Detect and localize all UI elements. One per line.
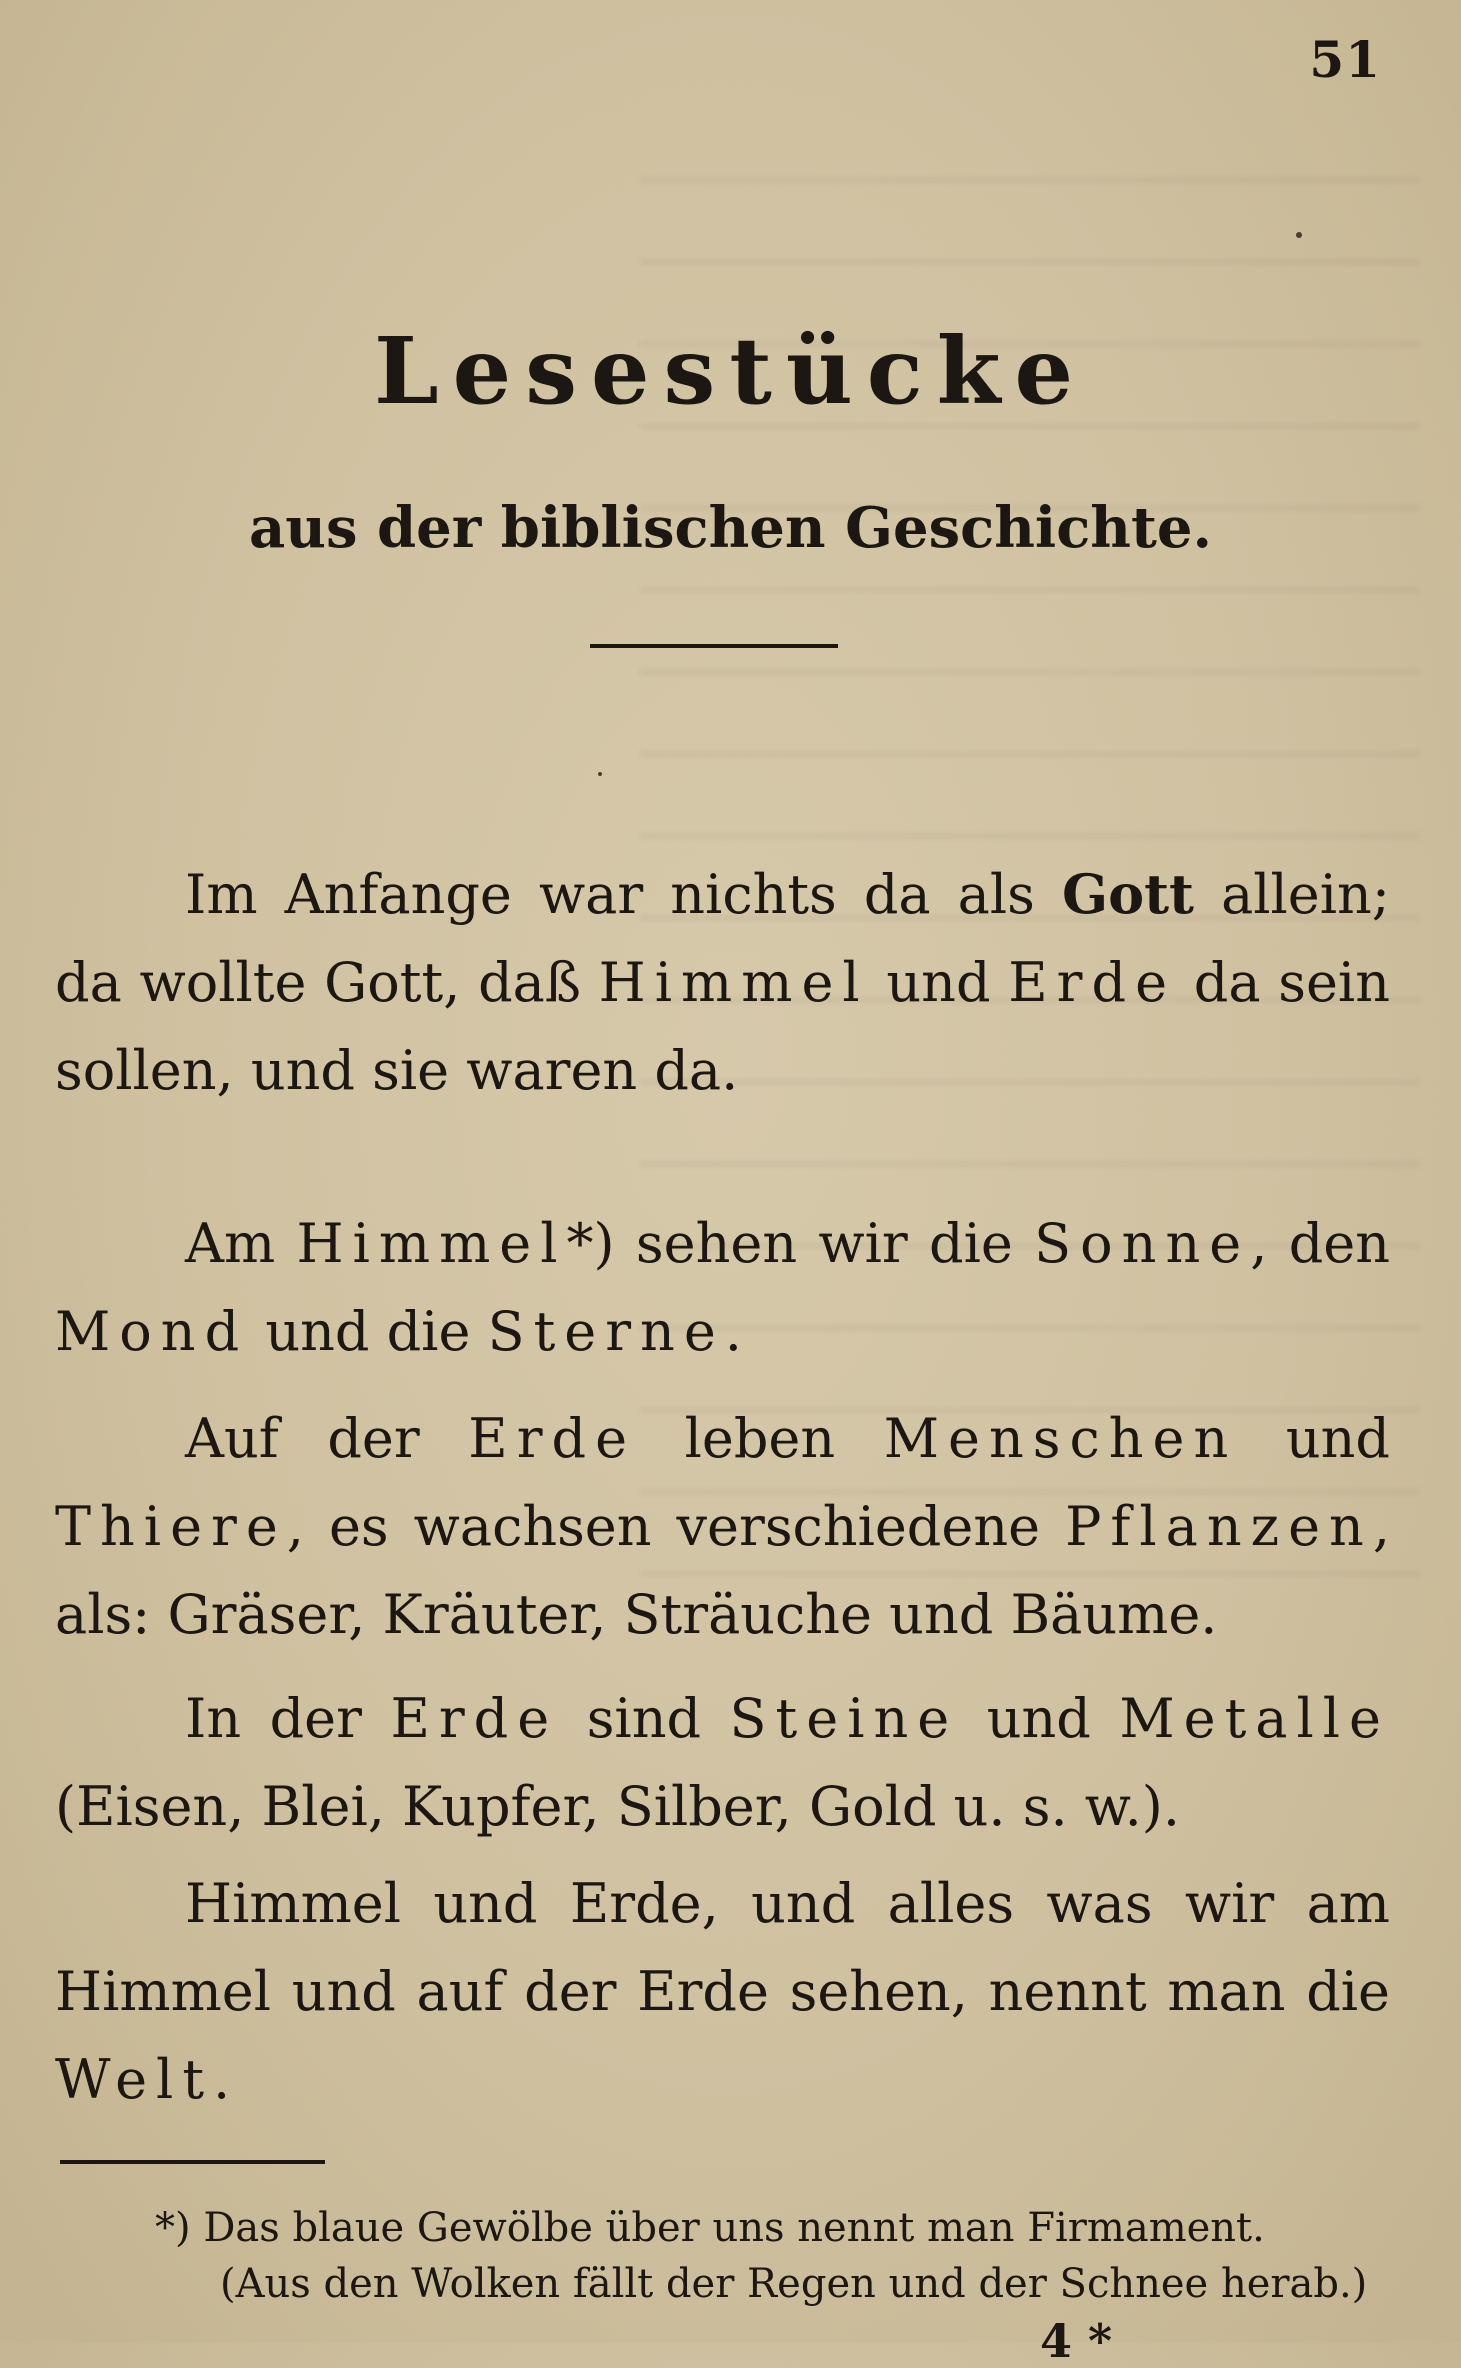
spaced-word: Menschen [883,1407,1238,1470]
paragraph-text: leben [636,1407,884,1470]
paragraph-text: allein; da wollte Gott, daß [55,863,1391,1014]
paragraph-text: Am [185,1212,297,1275]
paragraph-5 [55,1860,1390,2124]
paragraph-text: Himmel und Erde, und alles was wir am Himmel und auf der Erde sehen, nennt man die [55,1872,1390,2023]
spaced-word: Mond [55,1300,249,1363]
ink-speck [598,772,602,776]
paragraph-text: und [1237,1407,1390,1470]
spaced-word: Thiere [55,1495,287,1558]
footnote-divider [60,2160,325,2164]
paragraph-text: *) sehen wir die [566,1212,1035,1275]
ink-speck [1296,232,1302,238]
spaced-word: Erde [390,1687,559,1750]
paragraph-text: sind [558,1687,730,1750]
paragraph-text: da sein sollen, und sie waren da. [55,951,1390,1102]
paragraph-3 [55,1395,1390,1659]
spaced-word: Pflanzen [1065,1495,1373,1558]
spaced-word: Erde [1008,951,1177,1014]
paragraph-text: Im Anfange war nichts da als [185,863,1062,926]
emphasized-word: Gott [1061,862,1194,926]
paragraph-text: , als: Gräser, Kräuter, Sträuche und Bäume. [55,1495,1390,1646]
paragraph-text: und die [248,1300,488,1363]
spaced-word: Sonne [1034,1212,1251,1275]
footnote-2: (Aus den Wolken fällt der Regen und der Schnee herab.) [220,2261,1368,2307]
footnote-1: *) Das blaue Gewölbe über uns nennt man Firmament. [155,2205,1265,2251]
title-divider [590,644,838,648]
page-number: 51 [1309,30,1381,89]
spaced-word: Steine [729,1687,959,1750]
paragraph-text: und [958,1687,1120,1750]
paragraph-text: Auf der [185,1407,469,1470]
paragraph-2 [55,1200,1390,1376]
chapter-subtitle: aus der biblischen Geschichte. [249,495,1212,561]
paragraph-4 [55,1675,1390,1851]
paragraph-text: In der [185,1687,391,1750]
paragraph-1 [55,850,1390,1115]
spaced-word: Himmel [598,951,869,1014]
signature-mark: 4 * [1040,2314,1113,2368]
paragraph-text: . [213,2048,231,2111]
spaced-word: Metalle [1119,1687,1390,1750]
paragraph-text: . [724,1300,742,1363]
spaced-word: Erde [468,1407,637,1470]
chapter-title: Lesestücke [373,317,1088,425]
spaced-word: Himmel [296,1212,567,1275]
spaced-word: Welt [55,2048,214,2111]
paragraph-text: , es wachsen verschiedene [286,1495,1066,1558]
paragraph-text: und [868,951,1009,1014]
paragraph-text: (Eisen, Blei, Kupfer, Silber, Gold u. s. w.). [55,1775,1180,1838]
spaced-word: Sterne [487,1300,725,1363]
paragraph-text: , den [1250,1212,1390,1275]
